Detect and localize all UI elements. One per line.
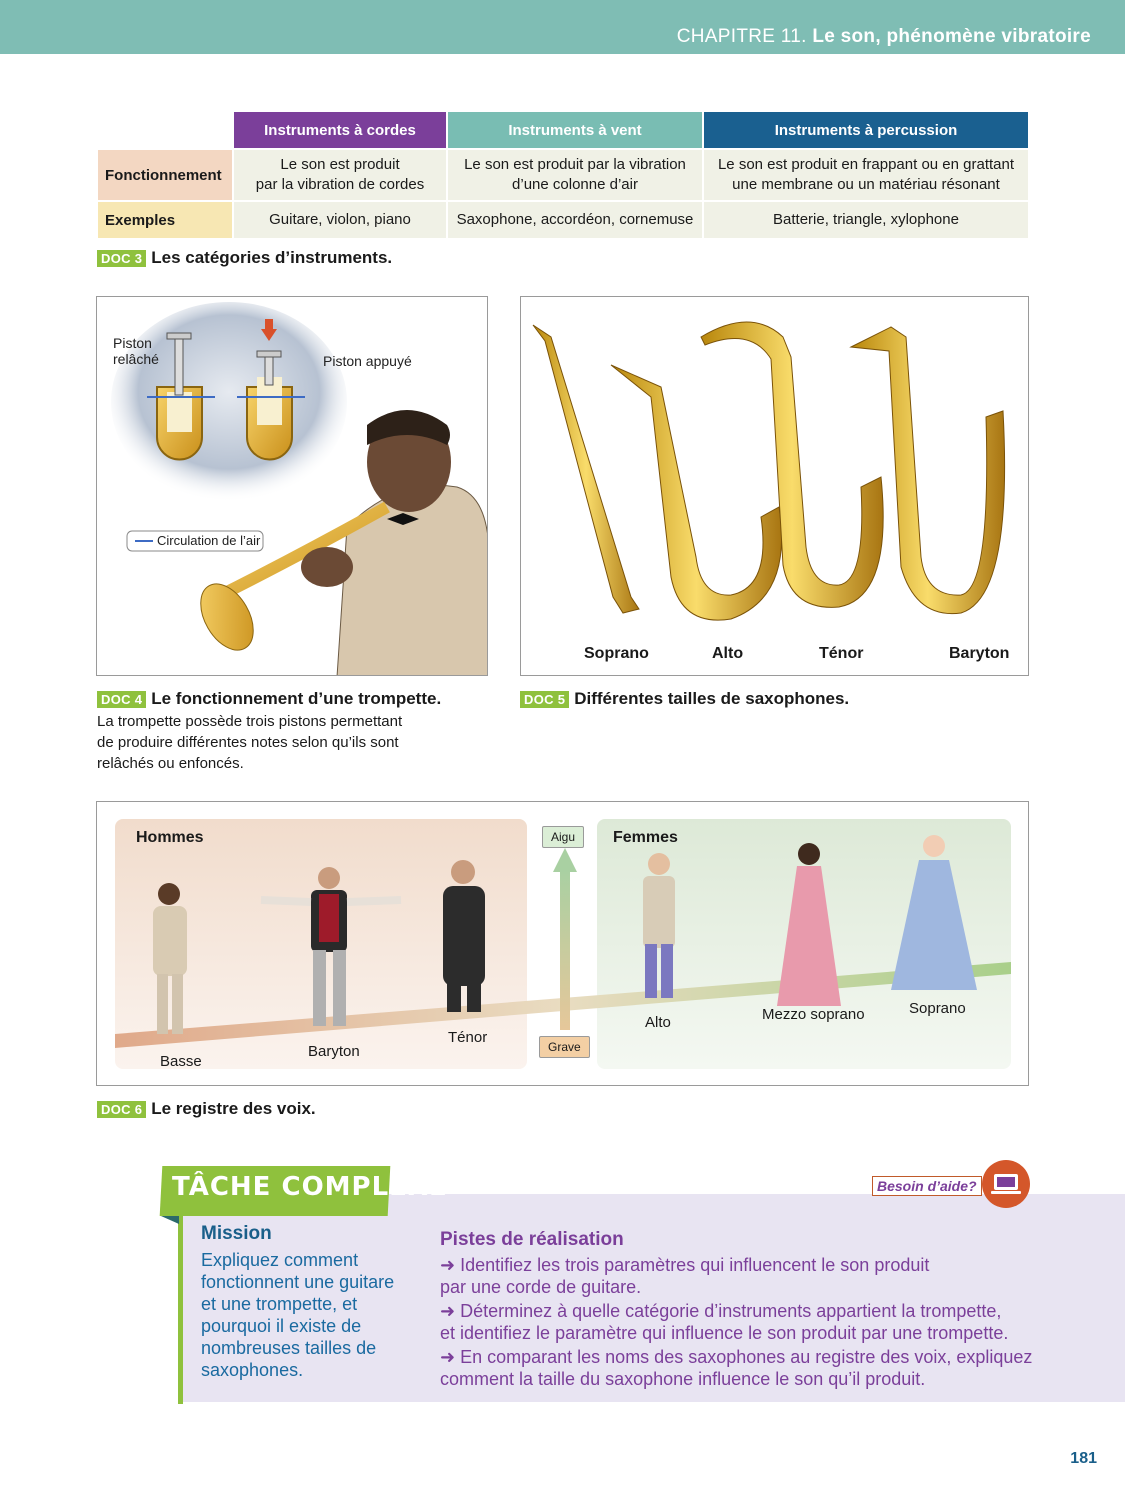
complex-task-title: TÂCHE COMPLEXE [172, 1172, 448, 1202]
soprano-sax-icon [533, 325, 639, 613]
sax-label-tenor: Ténor [819, 645, 864, 662]
table-corner [98, 112, 232, 148]
doc3-caption [97, 248, 392, 268]
high-pitch-label: Aigu [542, 826, 584, 848]
table-cell: Le son est produit par la vibration d’une colonne d’air [448, 150, 702, 200]
saxophones-figure [520, 296, 1029, 676]
doc3-tag: DOC 3 [97, 250, 146, 267]
chapter-title: Le son, phénomène vibratoire [812, 26, 1091, 47]
chapter-number: CHAPITRE 11. [676, 26, 807, 47]
table-row [98, 150, 1028, 200]
voice-label-baritone: Baryton [308, 1043, 360, 1060]
chapter-header [677, 26, 1091, 48]
help-laptop-icon[interactable] [982, 1160, 1030, 1208]
tenor-sax-icon [701, 322, 883, 607]
complex-task-accent-bar [178, 1210, 183, 1404]
doc4-tag: DOC 4 [97, 691, 146, 708]
voice-label-alto: Alto [645, 1014, 671, 1031]
doc6-tag: DOC 6 [97, 1101, 146, 1118]
voice-register-figure [96, 801, 1029, 1086]
label-piston-pressed: Piston appuyé [323, 353, 412, 369]
mission-title: Mission [201, 1223, 272, 1244]
pistes-title: Pistes de réalisation [440, 1229, 624, 1250]
column-header-percussion: Instruments à percussion [704, 112, 1028, 148]
table-row [98, 202, 1028, 238]
women-heading: Femmes [613, 829, 678, 846]
table-cell: Saxophone, accordéon, cornemuse [448, 202, 702, 238]
label-air-circulation: Circulation de l’air [157, 533, 261, 548]
complex-task-banner-fold [161, 1216, 179, 1224]
voice-label-bass: Basse [160, 1053, 202, 1070]
row-header-functioning: Fonctionnement [98, 150, 232, 200]
arrow-right-icon: ➜ [440, 1301, 461, 1321]
alto-sax-icon [611, 365, 782, 620]
page-number: 181 [1070, 1450, 1097, 1467]
piste-item: ➜ Déterminez à quelle catégorie d’instruments appartient la trompette, et identifiez le paramètre qui influence le son produit par une trompette. [440, 1301, 1009, 1343]
doc4-title: Le fonctionnement d’une trompette. [151, 689, 442, 708]
row-header-examples: Exemples [98, 202, 232, 238]
low-pitch-label: Grave [539, 1036, 590, 1058]
doc5-caption [520, 689, 849, 709]
doc5-tag: DOC 5 [520, 691, 569, 708]
instrument-categories-table [96, 110, 1030, 240]
sax-label-baritone: Baryton [949, 645, 1010, 662]
help-link[interactable]: Besoin d’aide? [872, 1176, 982, 1196]
saxophones-illustration [521, 297, 1029, 676]
sax-label-alto: Alto [712, 645, 744, 662]
doc6-caption [97, 1099, 316, 1119]
voice-label-mezzo-soprano: Mezzo soprano [762, 1006, 865, 1023]
men-heading: Hommes [136, 829, 204, 846]
trumpet-figure [96, 296, 488, 676]
arrow-right-icon: ➜ [440, 1255, 461, 1275]
piste-item: ➜ En comparant les noms des saxophones au registre des voix, expliquez comment la taille du saxophone influence le son qu’il produit. [440, 1347, 1033, 1389]
table-cell: Le son est produit par la vibration de cordes [234, 150, 446, 200]
table-cell: Batterie, triangle, xylophone [704, 202, 1028, 238]
arrow-right-icon: ➜ [440, 1347, 461, 1367]
label-piston-released: Piston relâché [113, 335, 159, 367]
piste-item: ➜ Identifiez les trois paramètres qui influencent le son produit par une corde de guitare. [440, 1255, 930, 1297]
doc5-title: Différentes tailles de saxophones. [574, 689, 850, 708]
doc6-title: Le registre des voix. [151, 1099, 316, 1118]
doc3-title: Les catégories d’instruments. [151, 248, 393, 267]
table-cell: Le son est produit en frappant ou en grattant une membrane ou un matériau résonant [704, 150, 1028, 200]
sax-label-soprano: Soprano [584, 645, 649, 662]
table-cell: Guitare, violon, piano [234, 202, 446, 238]
doc4-description: La trompette possède trois pistons permettant de produire différentes notes selon qu’ils sont relâchés ou enfoncés. [97, 713, 403, 772]
mission-text: Expliquez comment fonctionnent une guitare et une trompette, et pourquoi il existe de nombreuses tailles de saxophones. [201, 1250, 395, 1380]
doc4-caption [97, 689, 441, 709]
voice-label-tenor: Ténor [448, 1029, 488, 1046]
column-header-wind: Instruments à vent [448, 112, 702, 148]
column-header-strings: Instruments à cordes [234, 112, 446, 148]
voice-label-soprano: Soprano [909, 1000, 966, 1017]
